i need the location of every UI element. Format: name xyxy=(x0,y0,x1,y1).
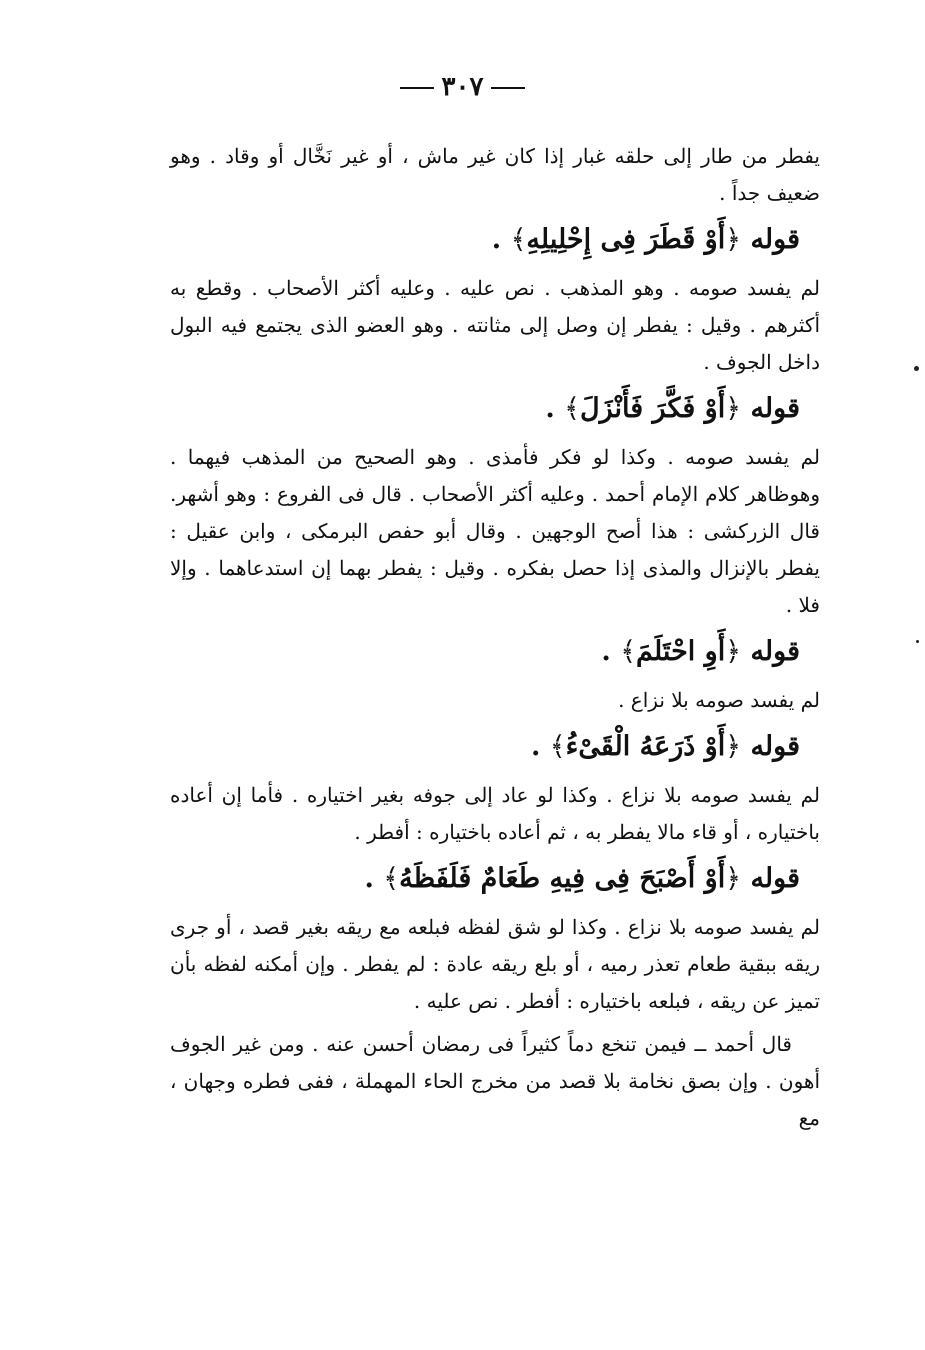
paragraph: يفطر من طار إلى حلقه غبار إذا كان غير ماش ، أو غير نَخَّال أو وقاد . وهو ضعيف جداً . xyxy=(170,144,820,205)
heading-quote: أَوْ فَكَّرَ فَأَنْزَلَ xyxy=(579,393,726,424)
heading-word: قوله xyxy=(750,863,800,894)
page-number-dash-right xyxy=(491,87,525,89)
heading-quote: أَوْ قَطَرَ فِى إِحْلِيلِهِ xyxy=(526,224,726,255)
margin-dot xyxy=(914,366,919,371)
paragraph: لم يفسد صومه . وكذا لو فكر فأمذى . وهو الصحيح من المذهب فيهما . وهوظاهر كلام الإمام أحمد . وعليه أكثر الأصحاب . قال فى الفروع : وهو أشهر. قال الزركشى : هذا أصح الوجهين . وقال أبو حفص البرمكى ، وابن عقيل : يفطر بالإنزال والمذى إذا حصل بفكره . وقيل : يفطر بهما إن استدعاهما . وإلا فلا . xyxy=(170,445,820,617)
page-number xyxy=(0,72,925,102)
paragraph: لم يفسد صومه بلا نزاع . وكذا لو شق لفظه فبلعه مع ريقه بغير قصد ، أو جرى ريقه ببقية طعام تعذر رميه ، أو بلع ريقه عادة : لم يفطر . وإن أمكنه لفظه بأن تميز عن ريقه ، فبلعه باختياره : أفطر . نص عليه . xyxy=(170,915,820,1013)
page-body xyxy=(170,138,820,1143)
section-heading: قوله ﴿أَوْ فَكَّرَ فَأَنْزَلَ﴾ . xyxy=(545,393,800,424)
heading-word: قوله xyxy=(750,393,800,424)
section-heading: قوله ﴿أَوِ احْتَلَمَ﴾ . xyxy=(601,636,800,667)
section-heading: قوله ﴿أَوْ أَصْبَحَ فِى فِيهِ طَعَامٌ فَلَفَظَهُ﴾ . xyxy=(364,863,800,894)
paragraph: لم يفسد صومه بلا نزاع . وكذا لو عاد إلى جوفه بغير اختياره . فأما إن أعاده باختياره ، أو قاء مالا يفطر به ، ثم أعاده باختياره : أفطر . xyxy=(170,783,820,844)
paragraph: لم يفسد صومه بلا نزاع . xyxy=(618,688,820,712)
section-heading: قوله ﴿أَوْ ذَرَعَهُ الْقَىْءُ﴾ . xyxy=(530,731,800,762)
heading-quote: أَوْ ذَرَعَهُ الْقَىْءُ xyxy=(565,731,726,762)
margin-dot xyxy=(916,640,919,643)
paragraph: قال أحمد ــ فيمن تنخع دماً كثيراً فى رمضان أحسن عنه . ومن غير الجوف أهون . وإن بصق نخامة بلا قصد من مخرج الحاء المهملة ، ففى فطره وجهان ، مع xyxy=(170,1032,820,1130)
heading-word: قوله xyxy=(750,731,800,762)
page-number-dash-left xyxy=(400,87,434,89)
heading-word: قوله xyxy=(750,636,800,667)
section-heading: قوله ﴿أَوْ قَطَرَ فِى إِحْلِيلِهِ﴾ . xyxy=(491,224,800,255)
heading-word: قوله xyxy=(750,224,800,255)
heading-quote: أَوْ أَصْبَحَ فِى فِيهِ طَعَامٌ فَلَفَظَهُ xyxy=(399,863,726,894)
page-number-text: ٣٠٧ xyxy=(441,72,484,102)
heading-quote: أَوِ احْتَلَمَ xyxy=(636,636,726,667)
paragraph: لم يفسد صومه . وهو المذهب . نص عليه . وعليه أكثر الأصحاب . وقطع به أكثرهم . وقيل : يفطر إن وصل إلى مثانته . وهو العضو الذى يجتمع فيه البول داخل الجوف . xyxy=(170,276,820,374)
